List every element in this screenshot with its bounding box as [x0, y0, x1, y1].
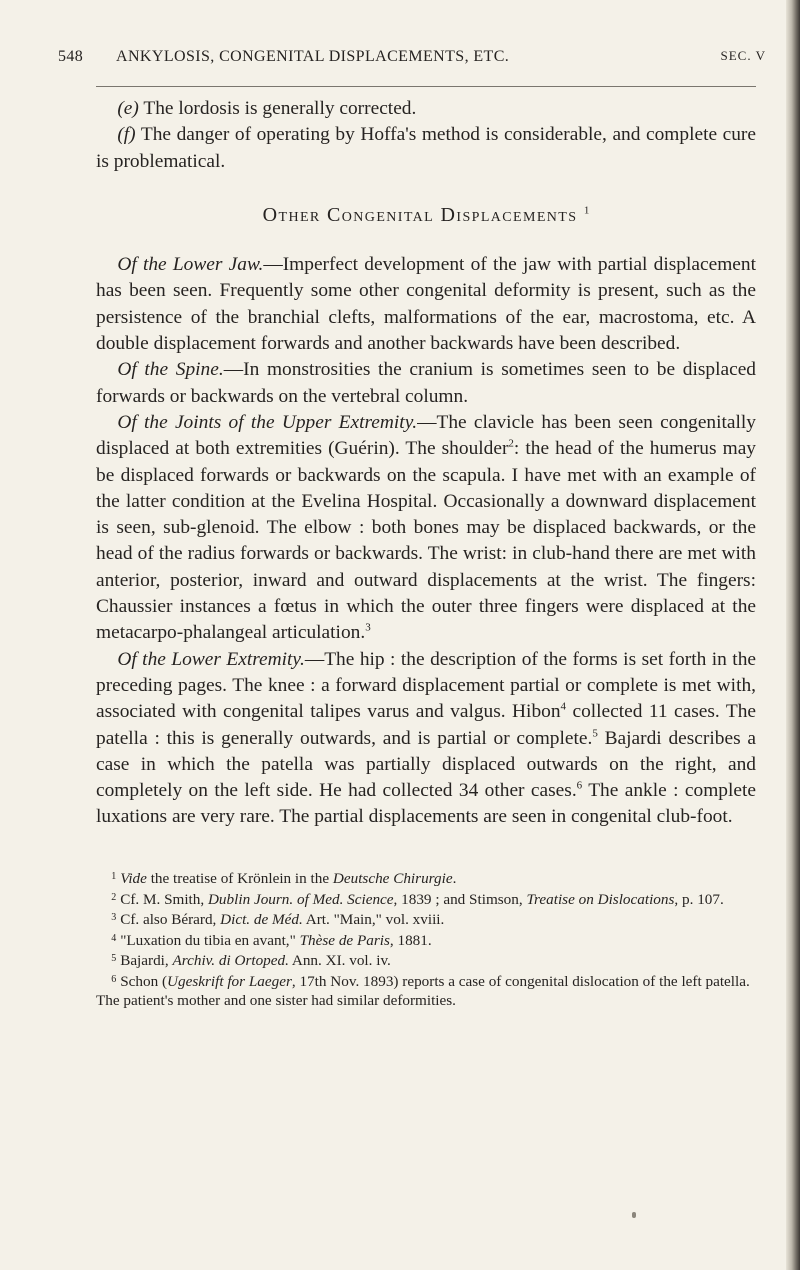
footnote-number: 6 — [111, 973, 117, 985]
footnotes — [96, 868, 766, 1010]
heading-text: Other Congenital Displacements — [262, 203, 578, 226]
paragraph-upper-extremity — [96, 410, 756, 647]
footnote-number: 5 — [111, 953, 117, 965]
footnote-5 — [96, 950, 766, 971]
footnote-ref-2: 2 — [508, 437, 514, 450]
footnote-italic: Archiv. di Ortoped. — [172, 952, 289, 970]
footnote-text: , 17th Nov. 1893) reports a case of congenital dislocation of the left patella. The patient's mother and one sister had similar deformities. — [96, 972, 750, 1009]
marker-f: (f) — [117, 124, 136, 146]
footnote-ref-6: 6 — [576, 779, 583, 792]
footnote-ref-4: 4 — [560, 700, 567, 713]
label-lower-jaw: Of the Lower Jaw. — [117, 254, 264, 276]
lower-jaw-text: —Imperfect development of the jaw with partial displacement has been seen. Frequently some other congenital deformity is present, such as the persistence of the branchial clefts, malformations of the ear, macrostoma, etc. A double displacement forwards and another backwards have been described. — [96, 254, 756, 355]
footnote-ref-5: 5 — [592, 727, 598, 740]
footnote-italic: Deutsche Chirurgie — [332, 870, 453, 887]
footnote-italic: Dict. de Méd. — [220, 911, 303, 929]
marker-e: (e) — [117, 98, 139, 119]
footnote-1 — [96, 868, 766, 889]
page-number: 548 — [58, 48, 84, 65]
lower-text-c: Bajardi describes a case in which the patella was partially displaced outwards on the right, and completely on the left side. He had collected 34 other cases. — [96, 727, 756, 802]
paragraph-e-text: The lordosis is generally corrected. — [143, 98, 417, 119]
footnote-text: Ann. XI. vol. iv. — [288, 952, 391, 970]
footnote-3 — [96, 909, 766, 930]
footnote-italic: Ugeskrift for Laeger — [167, 972, 292, 990]
footnote-number: 2 — [111, 891, 117, 903]
footnote-text: , p. 107. — [674, 890, 724, 908]
label-lower-extremity: Of the Lower Extremity. — [117, 648, 305, 670]
footnote-4 — [96, 930, 766, 951]
footnote-text: Cf. M. Smith, — [120, 890, 208, 908]
footnote-text: "Luxation du tibia en avant," — [120, 931, 300, 949]
footnote-text: Bajardi, — [120, 952, 173, 970]
footnote-2 — [96, 889, 766, 910]
spine-text: —In monstrosities the cranium is sometimes seen to be displaced forwards or backwards on the vertebral column. — [96, 359, 756, 407]
footnote-text: Cf. also Bérard, — [120, 911, 221, 929]
paragraph-lower-extremity — [96, 647, 756, 831]
ink-speck — [632, 1212, 636, 1218]
lower-text-d: The ankle : complete luxations are very rare. The partial displacements are seen in congenital club-foot. — [96, 780, 756, 828]
section-heading — [96, 202, 756, 228]
paragraph-f-text: The danger of operating by Hoffa's method is considerable, and complete cure is problematical. — [96, 124, 757, 172]
lower-text-a: —The hip : the description of the forms is set forth in the preceding pages. The knee : a forward displacement partial or complete is met with, associated with congenital talipes varus and valgus. Hibon — [96, 648, 756, 723]
footnote-text: Art. "Main," vol. xviii. — [302, 911, 445, 929]
footnote-italic: Vide — [120, 870, 147, 887]
header-rule — [96, 86, 756, 87]
running-title: ANKYLOSIS, CONGENITAL DISPLACEMENTS, ETC. — [116, 48, 510, 65]
footnote-6 — [96, 971, 766, 1010]
label-upper-extremity: Of the Joints of the Upper Extremity. — [117, 411, 418, 433]
footnote-ref-3: 3 — [365, 621, 371, 634]
footnote-text: . — [452, 870, 457, 887]
section-label: SEC. V — [720, 48, 766, 63]
upper-text-a: —The clavicle has been seen congenitally displaced at both extremities (Guérin). The shoulder — [96, 411, 756, 460]
lower-text-b: collected 11 cases. The patella : this is generally outwards, and is partial or complete. — [96, 701, 756, 749]
footnote-number: 4 — [111, 932, 117, 944]
paragraph-f — [96, 122, 756, 175]
paragraph-spine — [96, 357, 756, 410]
footnote-italic: Treatise on Dislocations — [526, 890, 675, 908]
footnote-italic: Thèse de Paris — [299, 931, 390, 949]
footnote-text: the treatise of Krönlein in the — [146, 870, 333, 887]
page-edge-shadow — [786, 0, 800, 1270]
running-header — [58, 48, 766, 70]
upper-text-b: : the head of the humerus may be displaced forwards or backwards on the scapula. I have met with an example of the latter condition at the Evelina Hospital. Occasionally a downward displacement is seen, sub-glenoid. The elbow : both bones may be displaced backwards, or the head of the radius forwards or backwards. The wrist: in club-hand there are met with anterior, posterior, inward and outward displacements at the wrist. The fingers: Chaussier instances a fœtus in which the outer three fingers were displaced at the metacarpo-phalangeal articulation. — [96, 438, 756, 644]
footnote-text: , 1881. — [389, 931, 432, 949]
paragraph-e — [96, 96, 756, 122]
footnote-number: 3 — [111, 912, 117, 924]
paragraph-lower-jaw — [96, 252, 756, 357]
footnote-italic: Dublin Journ. of Med. Science — [207, 890, 394, 908]
label-spine: Of the Spine. — [117, 359, 224, 381]
footnote-number: 1 — [111, 871, 117, 882]
footnote-text: , 1839 ; and Stimson, — [393, 890, 527, 908]
footnote-text: Schon ( — [120, 972, 168, 990]
heading-footnote-ref: 1 — [583, 204, 590, 217]
body-text — [96, 96, 756, 831]
